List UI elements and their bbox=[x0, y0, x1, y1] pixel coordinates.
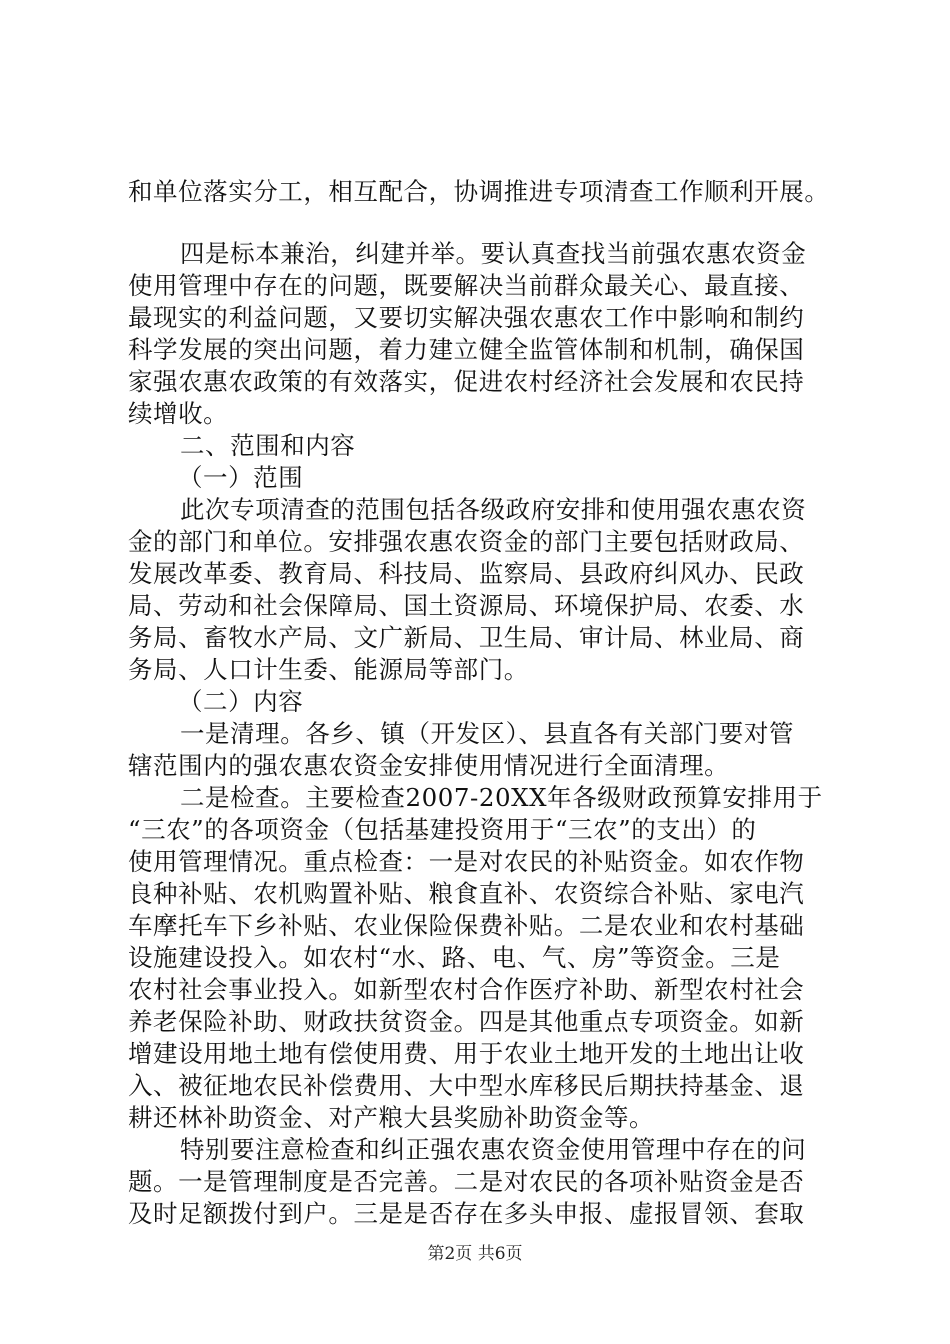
subsection-heading: （二）内容 bbox=[178, 687, 304, 716]
text-line: 发展改革委、教育局、科技局、监察局、县政府纠风办、民政 bbox=[128, 559, 805, 588]
text-line: 设施建设投入。如农村“水、路、电、气、房”等资金。三是 bbox=[128, 943, 781, 972]
text-line: 此次专项清查的范围包括各级政府安排和使用强农惠农资 bbox=[180, 495, 807, 524]
text-line: 车摩托车下乡补贴、农业保险保费补贴。二是农业和农村基础 bbox=[128, 911, 805, 940]
page-number-footer: 第2页 共6页 bbox=[427, 1244, 523, 1264]
text-line: 及时足额拨付到户。三是是否存在多头申报、虚报冒领、套取 bbox=[128, 1199, 805, 1228]
text-line: 使用管理情况。重点检查：一是对农民的补贴资金。如农作物 bbox=[128, 847, 805, 876]
subsection-heading: （一）范围 bbox=[178, 463, 304, 492]
text-line: 四是标本兼治，纠建并举。要认真查找当前强农惠农资金 bbox=[180, 239, 807, 268]
section-heading: 二、范围和内容 bbox=[180, 431, 356, 460]
text-line: 辖范围内的强农惠农资金安排使用情况进行全面清理。 bbox=[128, 751, 730, 780]
text-line: 科学发展的突出问题，着力建立健全监管体制和机制，确保国 bbox=[128, 335, 805, 364]
text-line: 增建设用地土地有偿使用费、用于农业土地开发的土地出让收 bbox=[128, 1039, 805, 1068]
text-line: 一是清理。各乡、镇（开发区）、县直各有关部门要对管 bbox=[180, 719, 794, 748]
text-line: 局、劳动和社会保障局、国土资源局、环境保护局、农委、水 bbox=[128, 591, 805, 620]
text-line: 耕还林补助资金、对产粮大县奖励补助资金等。 bbox=[128, 1103, 655, 1132]
text-line: “三农”的各项资金（包括基建投资用于“三农”的支出）的 bbox=[128, 815, 757, 844]
text-line: 务局、人口计生委、能源局等部门。 bbox=[128, 655, 529, 684]
text-line: 和单位落实分工，相互配合，协调推进专项清查工作顺利开展。 bbox=[128, 177, 830, 206]
text-line: 最现实的利益问题，又要切实解决强农惠农工作中影响和制约 bbox=[128, 303, 805, 332]
text-line: 金的部门和单位。安排强农惠农资金的部门主要包括财政局、 bbox=[128, 527, 805, 556]
text-line: 家强农惠农政策的有效落实，促进农村经济社会发展和农民持 bbox=[128, 367, 805, 396]
text-line: 续增收。 bbox=[128, 399, 229, 428]
text-line: 农村社会事业投入。如新型农村合作医疗补助、新型农村社会 bbox=[128, 975, 805, 1004]
text-line: 养老保险补助、财政扶贫资金。四是其他重点专项资金。如新 bbox=[128, 1007, 805, 1036]
text-line: 良种补贴、农机购置补贴、粮食直补、农资综合补贴、家电汽 bbox=[128, 879, 805, 908]
text-line: 二是检查。主要检查2007-20XX年各级财政预算安排用于 bbox=[180, 783, 823, 812]
text-line: 题。一是管理制度是否完善。二是对农民的各项补贴资金是否 bbox=[128, 1167, 805, 1196]
text-line: 特别要注意检查和纠正强农惠农资金使用管理中存在的问 bbox=[180, 1135, 807, 1164]
text-line: 入、被征地农民补偿费用、大中型水库移民后期扶持基金、退 bbox=[128, 1071, 805, 1100]
text-line: 务局、畜牧水产局、文广新局、卫生局、审计局、林业局、商 bbox=[128, 623, 805, 652]
text-line: 使用管理中存在的问题，既要解决当前群众最关心、最直接、 bbox=[128, 271, 805, 300]
